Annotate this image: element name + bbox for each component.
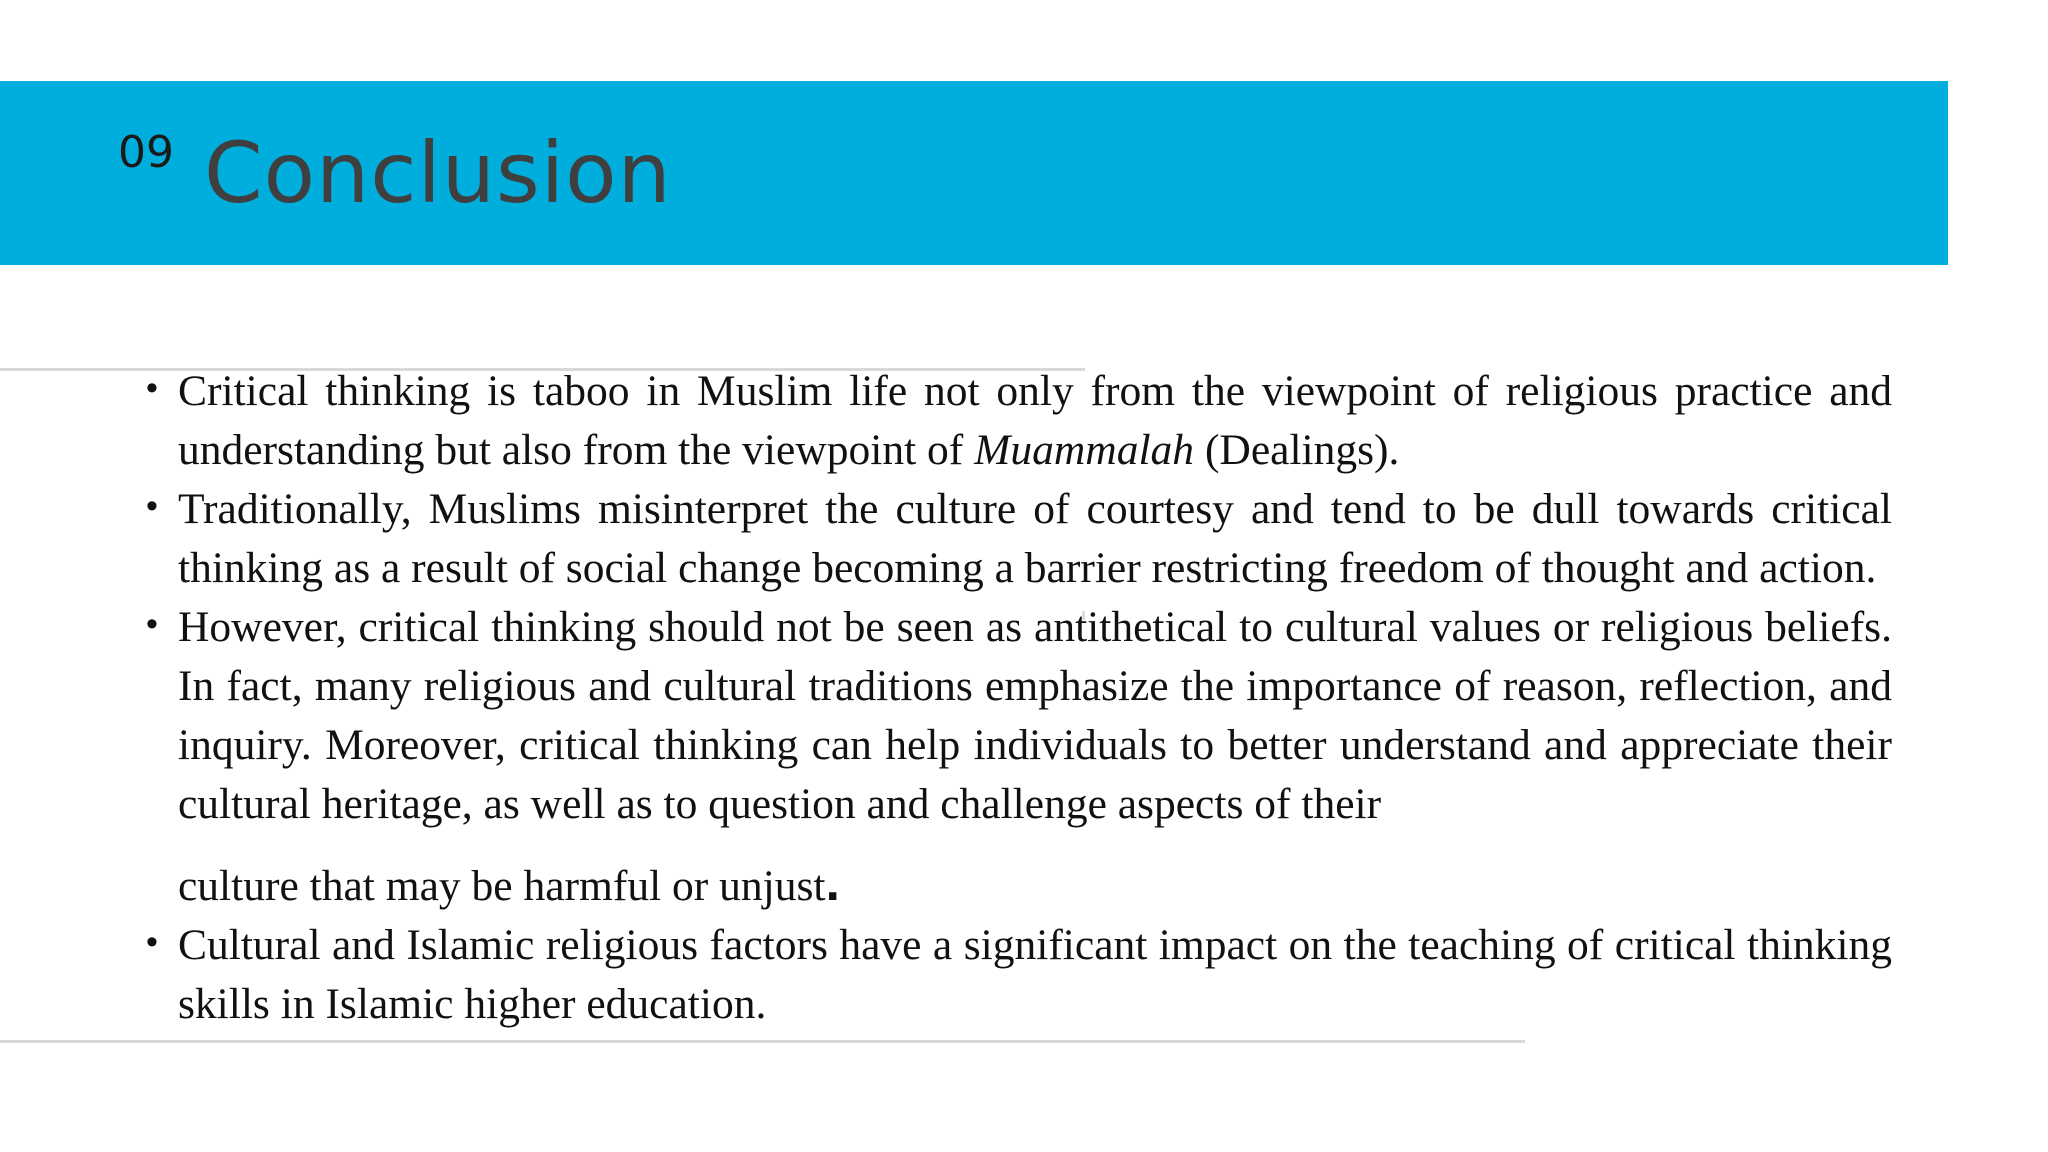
bullet-text: Critical thinking is taboo in Muslim life not only from the viewpoint of religious practice and understanding but also from the viewpoint of: [178, 367, 1892, 474]
bullet-item: [140, 362, 1892, 480]
section-number: 09: [118, 127, 174, 178]
divider-line-bottom: [0, 1040, 1525, 1043]
bullet-text: However, critical thinking should not be seen as antithetical to cultural values or religious beliefs. In fact, many religious and cultural traditions emphasize the importance of reason, reflection, and inquiry. Moreover, critical thinking can help individuals to better understand and appreciate their cultural heritage, as well as to question and challenge aspects of their: [178, 603, 1892, 828]
bullet-item: [140, 480, 1892, 598]
bullet-item: [140, 598, 1892, 916]
slide-content: [140, 362, 1892, 1034]
bullet-item: [140, 916, 1892, 1034]
bullet-text: Traditionally, Muslims misinterpret the culture of courtesy and tend to be dull towards critical thinking as a result of social change becoming a barrier restricting freedom of thought and action.: [178, 485, 1892, 592]
bullet-text: (Dealings).: [1194, 426, 1400, 474]
bullet-text-tail: [178, 854, 1892, 916]
bullet-list: [140, 362, 1892, 1034]
slide-title: Conclusion: [204, 124, 672, 222]
bullet-text: Cultural and Islamic religious factors have a significant impact on the teaching of critical thinking skills in Islamic higher education.: [178, 921, 1892, 1028]
bullet-tail-period: .: [825, 854, 840, 912]
bullet-emphasis: Muammalah: [974, 426, 1195, 474]
bullet-tail-text: culture that may be harmful or unjust: [178, 862, 826, 910]
